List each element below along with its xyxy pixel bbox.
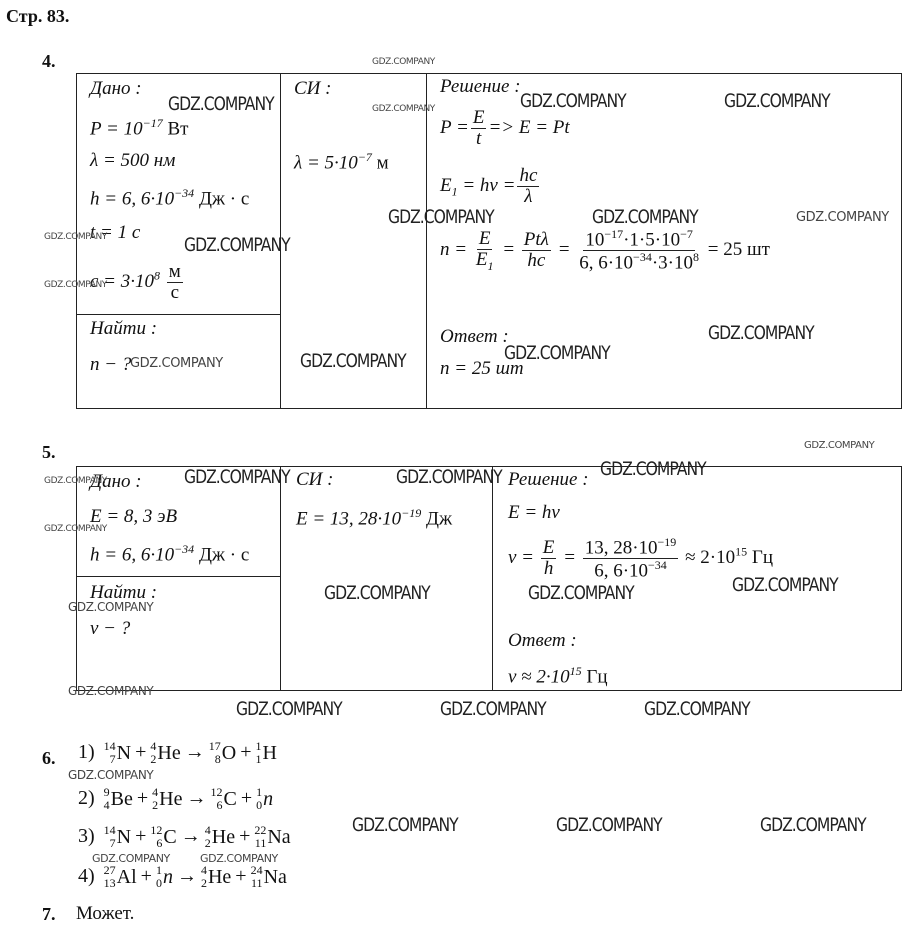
nuclide (201, 864, 231, 890)
p4-si-title: СИ : (294, 78, 332, 99)
watermark-small: GDZ.COMPANY (796, 210, 889, 225)
watermark: GDZ.COMPANY (520, 90, 626, 112)
reaction-line (78, 824, 292, 850)
watermark-small: GDZ.COMPANY (804, 440, 875, 451)
reaction-operator: + (235, 864, 247, 887)
p5-given-energy: E = 8, 3 эВ (90, 506, 178, 527)
nuclide (156, 864, 173, 890)
atomic-number: 1 (255, 752, 262, 767)
watermark: GDZ.COMPANY (388, 206, 494, 228)
atomic-number: 4 (103, 798, 110, 813)
element-symbol: O (221, 741, 237, 764)
element-symbol: He (157, 741, 181, 764)
element-symbol: He (159, 787, 183, 810)
p5-answer-value: $\nu \approx 2\cdot 10^{15}$ Гц (508, 664, 608, 688)
element-symbol: C (223, 787, 237, 810)
watermark: GDZ.COMPANY (236, 698, 342, 720)
p5-given-h: h = 6, $6\cdot 10^{-34}$ Дж · с (90, 542, 250, 566)
watermark: GDZ.COMPANY (300, 350, 406, 372)
watermark: GDZ.COMPANY (732, 574, 838, 596)
watermark-small: GDZ.COMPANY (44, 232, 107, 242)
mass-number: 14 (103, 823, 116, 837)
reaction-label: 3) (78, 824, 95, 847)
mass-number: 17 (208, 739, 221, 753)
atomic-number: 2 (200, 876, 207, 891)
element-symbol: n (263, 787, 274, 810)
mass-number: 1 (255, 739, 262, 753)
watermark-small: GDZ.COMPANY (200, 852, 278, 865)
atomic-number: 2 (150, 752, 157, 767)
p5-find-value: ν − ? (90, 618, 131, 639)
atomic-number: 0 (155, 876, 162, 891)
atomic-number: 8 (214, 752, 221, 767)
watermark: GDZ.COMPANY (592, 206, 698, 228)
mass-number: 12 (210, 785, 223, 799)
watermark-small: GDZ.COMPANY (372, 57, 435, 67)
atomic-number: 2 (152, 798, 159, 813)
nuclide (104, 824, 131, 850)
p4-solution-line2: $E_1 = h\nu$ = $\frac{hc}{\lambda}$ (440, 165, 538, 207)
mass-number: 4 (152, 785, 159, 799)
p5-si-title: СИ : (296, 469, 334, 490)
p4-given-c: $c = 3\cdot 10^8$ $\frac{м}{с}$ (90, 261, 181, 303)
p5-solution-line1: E = hν (508, 502, 560, 523)
element-symbol: C (163, 825, 177, 848)
nuclide (255, 740, 276, 766)
mass-number: 1 (256, 785, 263, 799)
reaction-operator: + (140, 864, 152, 887)
reaction-label: 4) (78, 864, 95, 887)
watermark-small: GDZ.COMPANY (372, 104, 435, 114)
mass-number: 9 (103, 785, 110, 799)
nuclide (150, 824, 176, 850)
nuclide (209, 740, 236, 766)
reaction-operator: → (184, 740, 205, 763)
atomic-number: 13 (103, 876, 116, 891)
mass-number: 14 (103, 739, 116, 753)
p4-find-value: n − ? (90, 354, 132, 375)
watermark: GDZ.COMPANY (528, 582, 634, 604)
watermark: GDZ.COMPANY (440, 698, 546, 720)
atomic-number: 2 (204, 836, 211, 851)
watermark-small: GDZ.COMPANY (68, 768, 154, 782)
element-symbol: Al (116, 865, 137, 888)
watermark: GDZ.COMPANY (504, 342, 610, 364)
atomic-number: 11 (254, 836, 267, 851)
mass-number: 1 (155, 863, 162, 877)
element-symbol: Be (110, 787, 133, 810)
mass-number: 12 (150, 823, 163, 837)
watermark: GDZ.COMPANY (184, 234, 290, 256)
atomic-number: 0 (256, 798, 263, 813)
watermark: GDZ.COMPANY (600, 458, 706, 480)
watermark-small: GDZ.COMPANY (44, 476, 107, 486)
mass-number: 24 (250, 863, 263, 877)
p5-si-cell (281, 467, 493, 691)
p4-given-title: Дано : (90, 78, 142, 99)
mass-number: 4 (150, 739, 157, 753)
nuclide (251, 864, 287, 890)
watermark: GDZ.COMPANY (760, 814, 866, 836)
p5-given-title: Дано : (90, 471, 142, 492)
watermark-small: GDZ.COMPANY (68, 684, 154, 698)
reaction-line (78, 740, 278, 766)
watermark: GDZ.COMPANY (324, 582, 430, 604)
nuclide (150, 740, 180, 766)
element-symbol: Na (267, 825, 291, 848)
reaction-line (78, 786, 274, 812)
watermark-small: GDZ.COMPANY (92, 852, 170, 865)
watermark: GDZ.COMPANY (396, 466, 502, 488)
nuclide (104, 864, 137, 890)
watermark: GDZ.COMPANY (184, 466, 290, 488)
watermark-small: GDZ.COMPANY (44, 524, 107, 534)
p5-solution-title: Решение : (508, 469, 589, 490)
mass-number: 27 (103, 863, 116, 877)
p4-answer-value: n = 25 шт (440, 358, 524, 379)
nuclide (254, 824, 290, 850)
reaction-operator: + (136, 786, 149, 809)
p4-solution-line3: n = $\frac{E}{E_1}$ = $\frac{\text{Ptλ}}{hc}$ = $\frac{10^{-17}\cdot 1\cdot 5\cdot 10^{-7}}{6, 6\cdot 10^{-34}\cdot 3\cdot 10^8}$ = 25 шт (440, 227, 770, 274)
reaction-line (78, 864, 288, 890)
watermark: GDZ.COMPANY (644, 698, 750, 720)
p4-given-t: t = 1 с (90, 222, 141, 243)
watermark-small: GDZ.COMPANY (44, 280, 107, 290)
problem-7-answer: Может. (76, 903, 135, 924)
mass-number: 4 (200, 863, 207, 877)
problem-6-number: 6. (42, 748, 56, 768)
reaction-label: 1) (78, 740, 95, 763)
atomic-number: 6 (156, 836, 163, 851)
nuclide (104, 786, 133, 812)
watermark: GDZ.COMPANY (168, 93, 274, 115)
reaction-operator: + (240, 740, 252, 763)
nuclide (256, 786, 273, 812)
reaction-operator: → (176, 864, 197, 887)
problem-5-number: 5. (42, 442, 56, 462)
element-symbol: H (262, 741, 277, 764)
watermark: GDZ.COMPANY (352, 814, 458, 836)
watermark: GDZ.COMPANY (708, 322, 814, 344)
p4-find-title: Найти : (90, 318, 158, 339)
p4-solution-title: Решение : (440, 76, 521, 97)
reaction-operator: + (135, 740, 147, 763)
p5-si-energy: E = 13, $28\cdot 10^{-19}$ Дж (296, 506, 453, 530)
watermark: GDZ.COMPANY (556, 814, 662, 836)
atomic-number: 7 (109, 752, 116, 767)
watermark-small: GDZ.COMPANY (68, 600, 154, 614)
reaction-operator: → (186, 786, 207, 809)
p4-given-lambda: λ = 500 нм (90, 150, 176, 171)
element-symbol: N (116, 741, 132, 764)
problem-4-number: 4. (42, 51, 56, 71)
atomic-number: 7 (109, 836, 116, 851)
p5-solution-line2: ν = $\frac{E}{h}$ = $\frac{13, 28\cdot 10^{-19}}{6, 6\cdot 10^{-34}}$ ≈ $2\cdot 10^{15}$ Гц (508, 535, 773, 582)
reaction-operator: + (240, 786, 253, 809)
element-symbol: Na (263, 865, 287, 888)
element-symbol: He (207, 865, 232, 888)
p4-given-h: h = 6, $6\cdot 10^{-34}$ Дж · с (90, 186, 250, 210)
nuclide (152, 786, 182, 812)
mass-number: 22 (254, 823, 267, 837)
page-header: Стр. 83. (6, 6, 70, 26)
element-symbol: n (162, 865, 173, 888)
reaction-label: 2) (78, 786, 95, 809)
p4-solution-line1: P = $\frac{E}{t}$ => E = Pt (440, 107, 570, 149)
reaction-operator: + (135, 824, 147, 847)
p4-given-power: $P = 10^{-17}$ Вт (90, 116, 189, 140)
nuclide (205, 824, 235, 850)
watermark-small: GDZ.COMPANY (130, 356, 223, 371)
element-symbol: He (211, 825, 236, 848)
p5-answer-title: Ответ : (508, 630, 577, 651)
reaction-operator: → (180, 824, 201, 847)
p4-si-lambda: $\lambda = 5\cdot 10^{-7}$ м (294, 150, 389, 174)
p4-answer-title: Ответ : (440, 326, 509, 347)
nuclide (211, 786, 237, 812)
p5-find-title: Найти : (90, 582, 158, 603)
reaction-operator: + (239, 824, 251, 847)
mass-number: 4 (204, 823, 211, 837)
element-symbol: N (116, 825, 132, 848)
nuclide (104, 740, 131, 766)
watermark: GDZ.COMPANY (724, 90, 830, 112)
atomic-number: 6 (216, 798, 223, 813)
problem-7-number: 7. (42, 904, 56, 924)
atomic-number: 11 (251, 876, 263, 891)
